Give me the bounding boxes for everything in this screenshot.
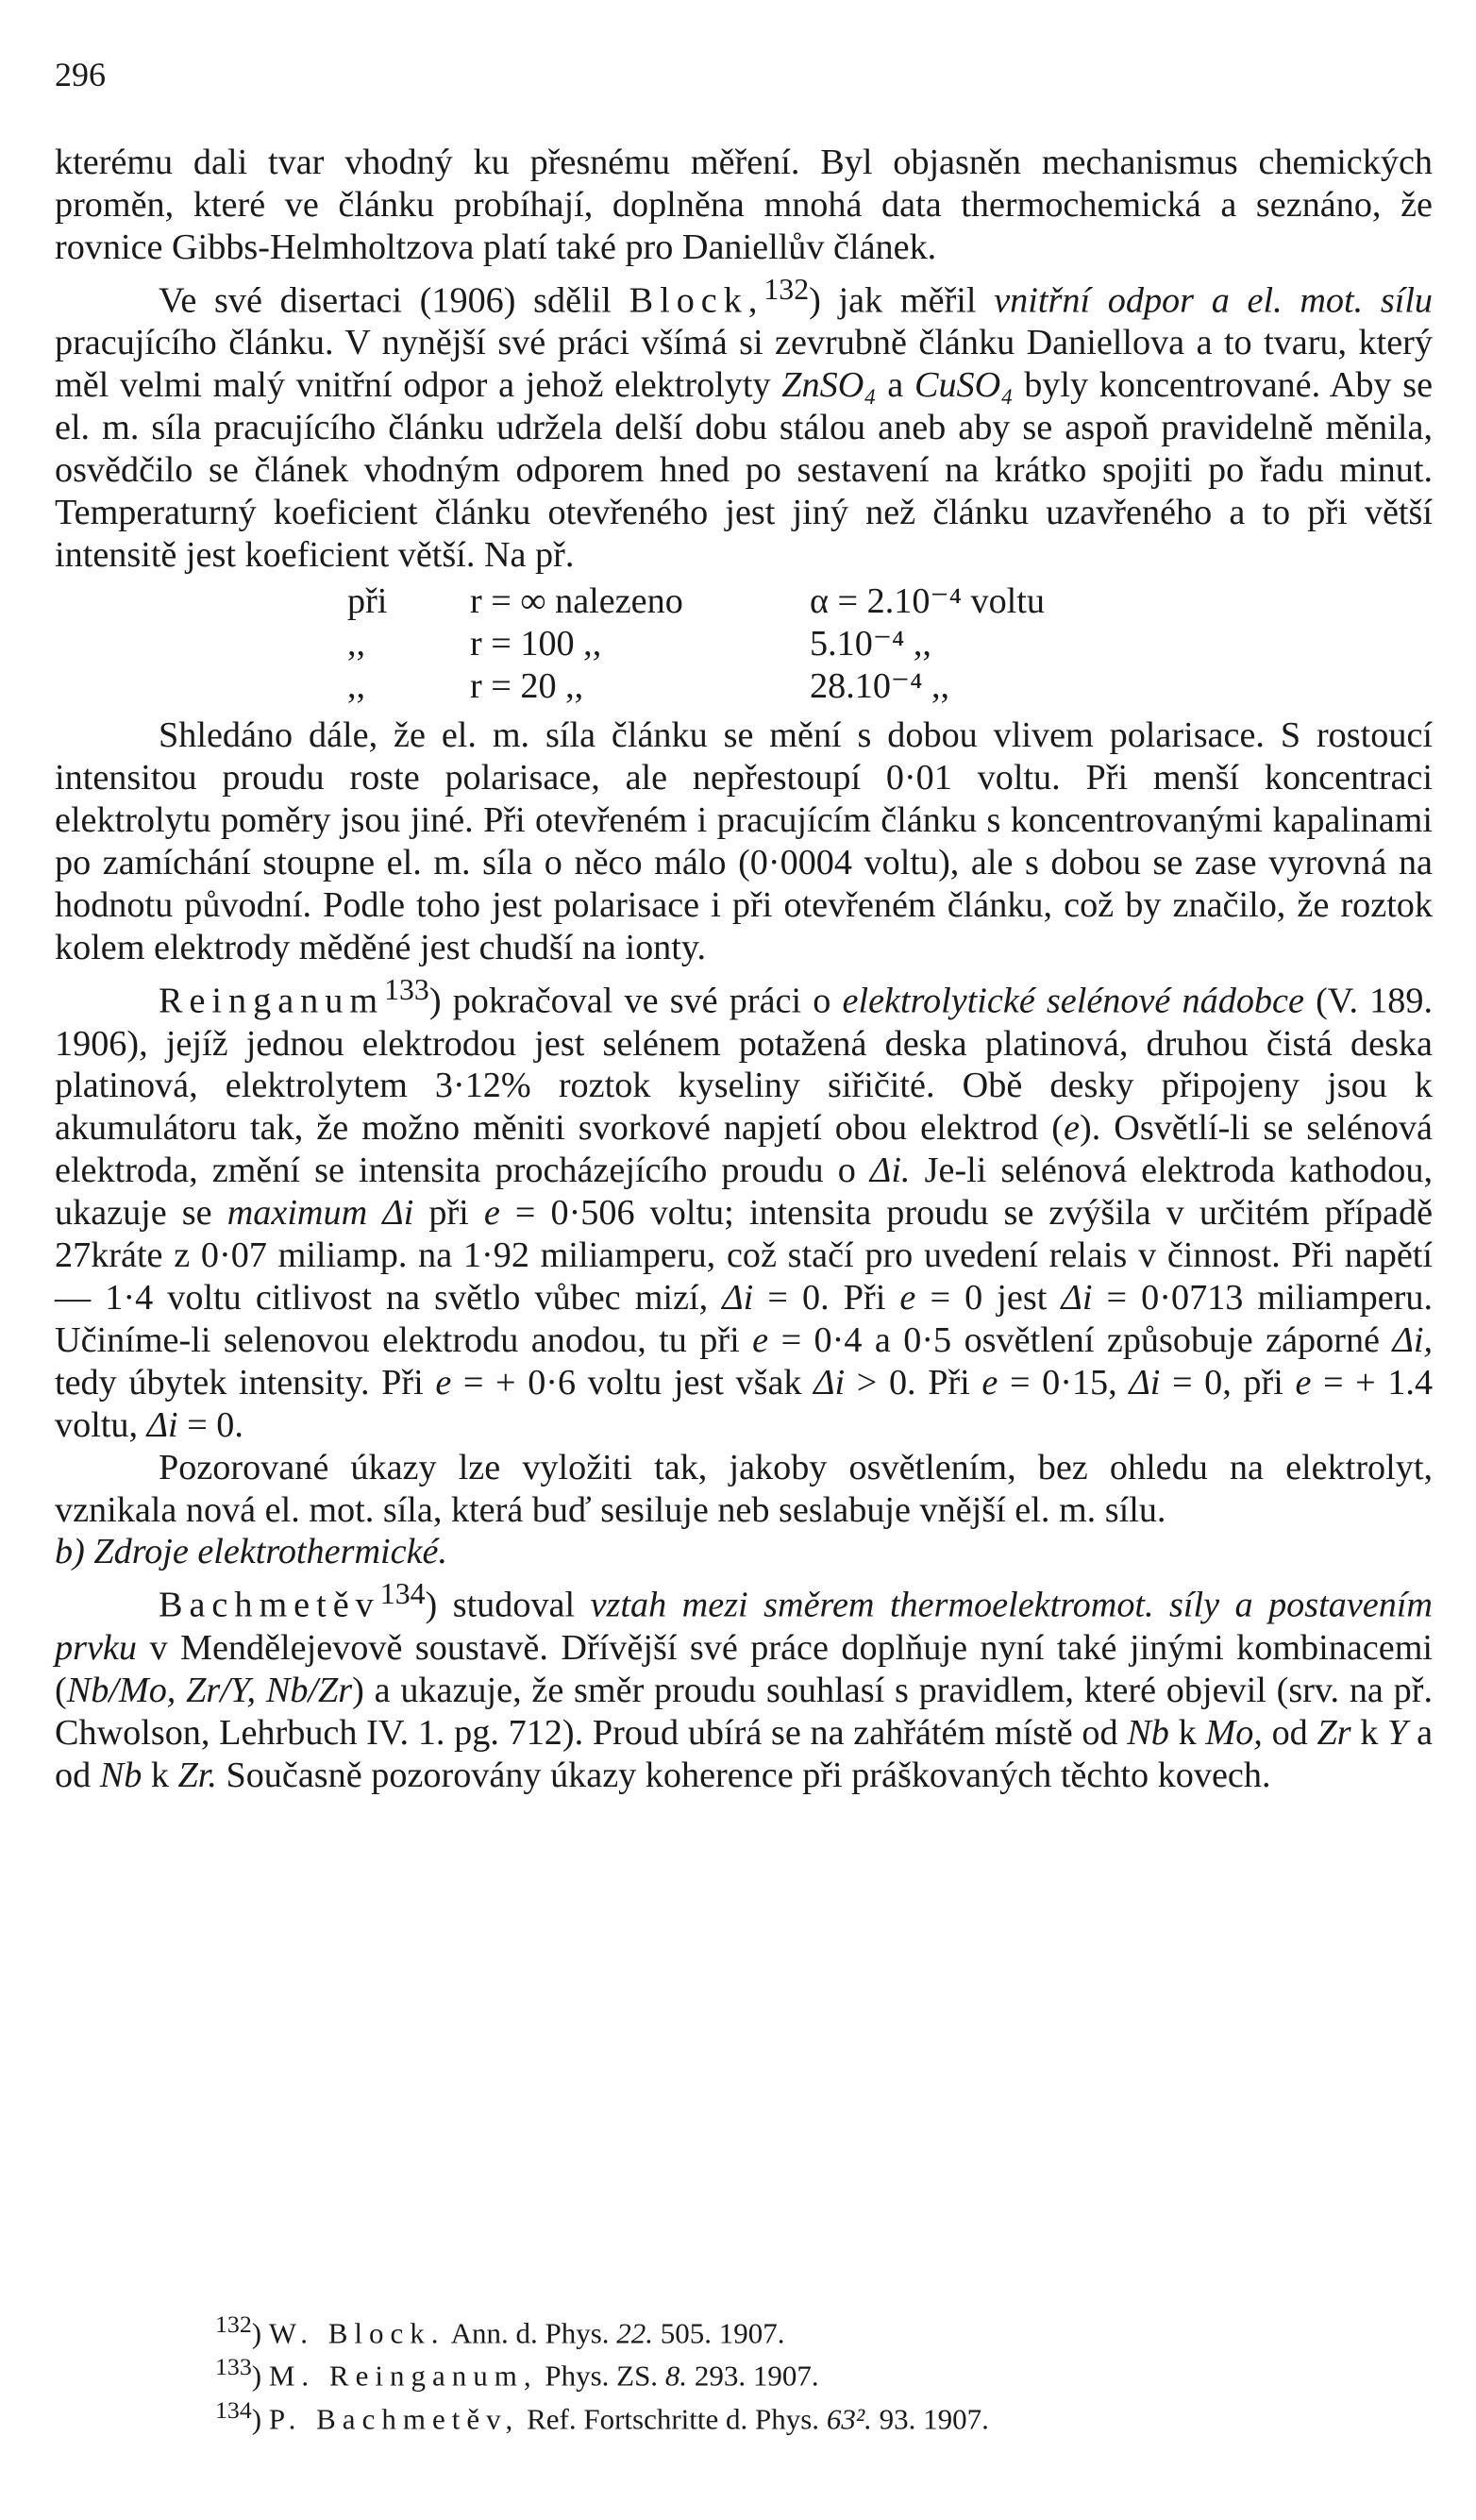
section-heading: b) Zdroje elektrothermické.: [55, 1532, 448, 1572]
page-number: 296: [55, 56, 106, 93]
author-reinganum: Reinganum: [159, 981, 385, 1021]
footnote-133: $^{133}$) M. Reinganum, Phys. ZS. 8. 293. 1907.: [215, 2353, 819, 2393]
paragraph-4: Reinganum$^{133}$) pokračoval ve své práci o elektrolytické selénové nádobce (V. 189. 1906), jejíž jednou elektrodou jest selénem potažená deska platinová, druhou čistá deska platinová, elektrolytem 3·12% roztok kyseliny siřičité. Obě desky připojeny jsou k akumulátoru tak, že možno měniti svorkové napjetí obou elektrod (e). Osvětlí-li se selénová elektroda, změní se intensita procházejícího proudu o Δi. Je-li selénová elektroda kathodou, ukazuje se maximum Δi při e = 0·506 voltu; intensita proudu se zvýšila v určitém případě 27kráte z 0·07 miliamp. na 1·92 miliamperu, což stačí pro uvedení relais v činnost. Při napětí — 1·4 voltu citlivost na světlo vůbec mizí, Δi = 0. Při e = 0 jest Δi = 0·0713 miliamperu. Učiníme-li selenovou elektrodu anodou, tu při e = 0·4 a 0·5 osvětlení způsobuje záporné Δi, tedy úbytek intensity. Při e = + 0·6 voltu jest však Δi > 0. Při e = 0·15, Δi = 0, při e = + 1.4 voltu, Δi = 0.: [55, 972, 1434, 1445]
body-text: [55, 142, 1433, 1797]
paragraph-3: Shledáno dále, že el. m. síla článku se mění s dobou vlivem polarisace. S rostoucí intensitou proudu roste polarisace, ale nepřestoupí 0·01 voltu. Při menší koncentraci elektrolytu poměry jsou jiné. Při otevřeném i pracujícím článku s koncentrovanými kapalinami po zamíchání stoupne el. m. síla o něco málo (0·0004 voltu), ale s dobou se zase vyrovná na hodnotu původní. Podle toho jest polarisace i při otevřeném článku, což by značilo, že roztok kolem elektrody měděné jest chudší na ionty.: [55, 715, 1433, 967]
paragraph-5: Pozorované úkazy lze vyložiti tak, jakoby osvětlením, bez ohledu na elektrolyt, vznikala nová el. mot. síla, která buď sesiluje neb seslabuje vnější el. m. sílu.: [55, 1447, 1433, 1530]
formula-row: ,, r = 20 ,, 28.10⁻⁴ ,,: [347, 665, 950, 706]
author-bachmetev: Bachmetěv: [159, 1586, 380, 1626]
footnote-ref-132: 132: [763, 272, 810, 306]
author-block: Block,: [629, 280, 764, 321]
paragraph-1: kterému dali tvar vhodný ku přesnému měření. Byl objasněn mechanismus chemických proměn, které ve článku probíhají, doplněna mnohá data thermochemická a seznáno, že rovnice Gibbs-Helmholtzova platí také pro Daniellův článek.: [55, 143, 1433, 267]
footnote-ref-134: 134: [379, 1577, 426, 1611]
formula-row: při r = ∞ nalezeno α = 2.10⁻⁴ voltu: [347, 580, 1045, 621]
formula-row: ,, r = 100 ,, 5.10⁻⁴ ,,: [347, 623, 931, 664]
formula-table: [347, 580, 1476, 708]
footnotes: [215, 2308, 989, 2436]
footnote-132: $^{132}$) W. Block. Ann. d. Phys. 22. 505. 1907.: [215, 2310, 785, 2350]
paragraph-2: Ve své disertaci (1906) sdělil Block,$^{132}$) jak měřil vnitřní odpor a el. mot. sílu pracujícího článku. V nynější své práci všímá si zevrubně článku Daniellova a to tvaru, který měl velmi malý vnitřní odpor a jehož elektrolyty ZnSO₄ a CuSO₄ byly koncentrované. Aby se el. m. síla pracujícího článku udržela delší dobu stálou aneb aby se aspoň pravidelně měnila, osvědčilo se článek vhodným odporem hned po sestavení na krátko spojiti po řadu minut. Temperaturný koeficient článku otevřeného jest jiný než článku uzavřeného a to při větší intensitě jest koeficient větší. Na př.: [55, 272, 1434, 575]
paragraph-6: Bachmetěv$^{134}$) studoval vztah mezi směrem thermoelektromot. síly a postavením prvku v Mendělejevově soustavě. Dřívější své práce doplňuje nyní také jinými kombinacemi (Nb/Mo, Zr/Y, Nb/Zr) a ukazuje, že směr proudu souhlasí s pravidlem, které objevil (srv. na př. Chwolson, Lehrbuch IV. 1. pg. 712). Proud ubírá se na zahřátém místě od Nb k Mo, od Zr k Y a od Nb k Zr. Současně pozorovány úkazy koherence při práškovaných těchto kovech.: [55, 1577, 1434, 1795]
footnote-134: $^{134}$) P. Bachmetěv, Ref. Fortschritte d. Phys. 63². 93. 1907.: [215, 2395, 989, 2435]
footnote-ref-133: 133: [384, 972, 429, 1006]
